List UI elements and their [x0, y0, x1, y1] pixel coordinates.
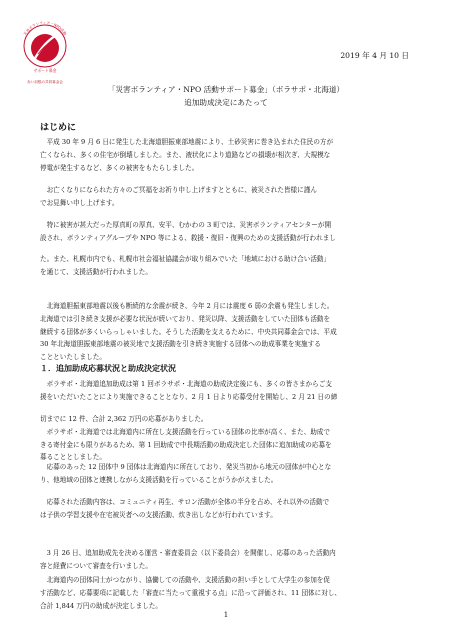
paragraph	[40, 496, 411, 522]
text-line: 容と経費について審査を行いました。	[40, 561, 152, 570]
paragraph	[40, 547, 411, 573]
text-line: 応募のあった 12 団体中 9 団体は北海道内に所在しており、発災当初から地元の団体が中心とな	[40, 463, 332, 471]
paragraph	[40, 253, 411, 279]
text-line: 募ることとしました。	[40, 453, 106, 462]
text-line: ボラサポ・北海道では北海道内に所在し支援活動を行っている団体の比率が高く、また、助成で	[40, 427, 330, 436]
text-line: 30 年北海道胆振東部地震の被災地で支援活動を引き続き実施する団体への助成事業を実施する	[40, 340, 321, 349]
text-line: た。また、札幌市内でも、札幌市社会福祉協議会が取り組みでいた「地域における助け合い活動」	[40, 255, 331, 263]
paragraph	[40, 378, 411, 404]
paragraph	[40, 461, 411, 487]
paragraph	[40, 184, 411, 210]
text-line: を通じて、支援活動が行われました。	[40, 267, 152, 276]
document-title: 「災害ボランティア・NPO 活動サポート募金」（ボラサポ・北海道）	[107, 85, 345, 94]
paragraph	[40, 413, 411, 464]
paragraph	[40, 219, 411, 245]
text-line: す活動など、応募要項に記載した「審査に当たって重視する点」に沿って評価され、11 団体に対し、	[40, 588, 342, 597]
paragraph	[40, 136, 411, 174]
text-line: 特に被害が甚大だった厚真町の厚真、安平、むかわの 3 町では、災害ボランティアセンターが開	[40, 221, 332, 229]
text-line: 援をいただいたことにより実施できることとなり、2 月 1 日より応募受付を開始し、2 月 21 日の締	[40, 392, 338, 401]
sponsor-logo	[14, 12, 76, 90]
text-line: お亡くなりになられた方々のご冥福をお祈り申し上げますとともに、被災された皆様に謹ん	[40, 186, 317, 194]
text-line: 北海道では引き続き支援が必要な状況が続いており、発災以降、支援活動をしていた団体も活動を	[40, 314, 331, 323]
logo-caption: 赤い羽根の共同募金会	[27, 80, 63, 84]
section-heading-intro: はじめに	[40, 123, 77, 133]
text-line: 継続する団体が多くいらっしゃいました。そうした活動を支えるために、中央共同募金会では、平成	[40, 327, 337, 336]
text-line: ことといたしました。	[40, 353, 106, 362]
text-line: 3 月 26 日、追加助成先を決める運営・審査委員会（以下委員会）を開催し、応募のあった活動内	[40, 549, 336, 557]
text-line: 平成 30 年 9 月 6 日に発生した北海道胆振東部地震により、土砂災害に巻き込まれた住民の方が	[40, 138, 334, 146]
document-subtitle: 追加助成決定にあたって	[184, 98, 268, 107]
text-line: きる寄付金にも限りがあるため、第 1 回助成で中長期活動の助成決定した団体に追加助成の応募を	[40, 440, 332, 449]
logo-bottom-text: サポート募金	[33, 68, 57, 73]
text-line: 北海道内の団体同士がつながり、協働しての活動や、支援活動の担い手として大学生の参加を促	[40, 576, 330, 584]
text-line: でお見舞い申し上げます。	[40, 198, 119, 207]
document-date: 2019 年 4 月 10 日	[340, 51, 409, 60]
red-feather-logo-icon	[14, 12, 76, 78]
text-line: 北海道胆振東部地震以後も断続的な余震が続き、今年 2 月には震度 6 弱の余震も発生しました。	[40, 302, 334, 310]
text-line: 停電が発生するなど、多くの被害をもたらしました。	[40, 163, 199, 172]
text-line: 設され、ボランティアグループや NPO 等による、救援・復旧・復興のための支援活動が行われまし	[40, 233, 336, 242]
paragraph	[40, 300, 411, 364]
text-line: り、他地域の団体と連携しながら支援活動を行っていることがうかがえました。	[40, 475, 278, 484]
text-line: は子供の学習支援や在宅被災者への支援活動、炊き出しなどが行われています。	[40, 510, 277, 519]
paragraph	[40, 574, 411, 612]
section-heading-status: １．追加助成応募状況と助成決定状況	[40, 363, 176, 373]
text-line: 切までに 12 件、合計 2,362 万円の応募がありました。	[40, 415, 208, 423]
logo-top-text: 災害ボランティア・NPO活動	[23, 20, 67, 37]
text-line: ボラサポ・北海道追加助成は第 1 回ボラサポ・北海道の助成決定後にも、多くの皆さまからご支	[40, 380, 332, 388]
text-line: 合計 1,844 万円の助成が決定しました。	[40, 601, 162, 610]
text-line: 応募された活動内容は、コミュニティ再生、サロン活動が全体の半分を占め、それ以外の活動で	[40, 498, 330, 506]
page-number: 1	[223, 611, 229, 619]
text-line: 亡くなられ、多くの住宅が倒壊しました。また、液状化により道路などの損壊が相次ぎ、大規模な	[40, 150, 331, 159]
